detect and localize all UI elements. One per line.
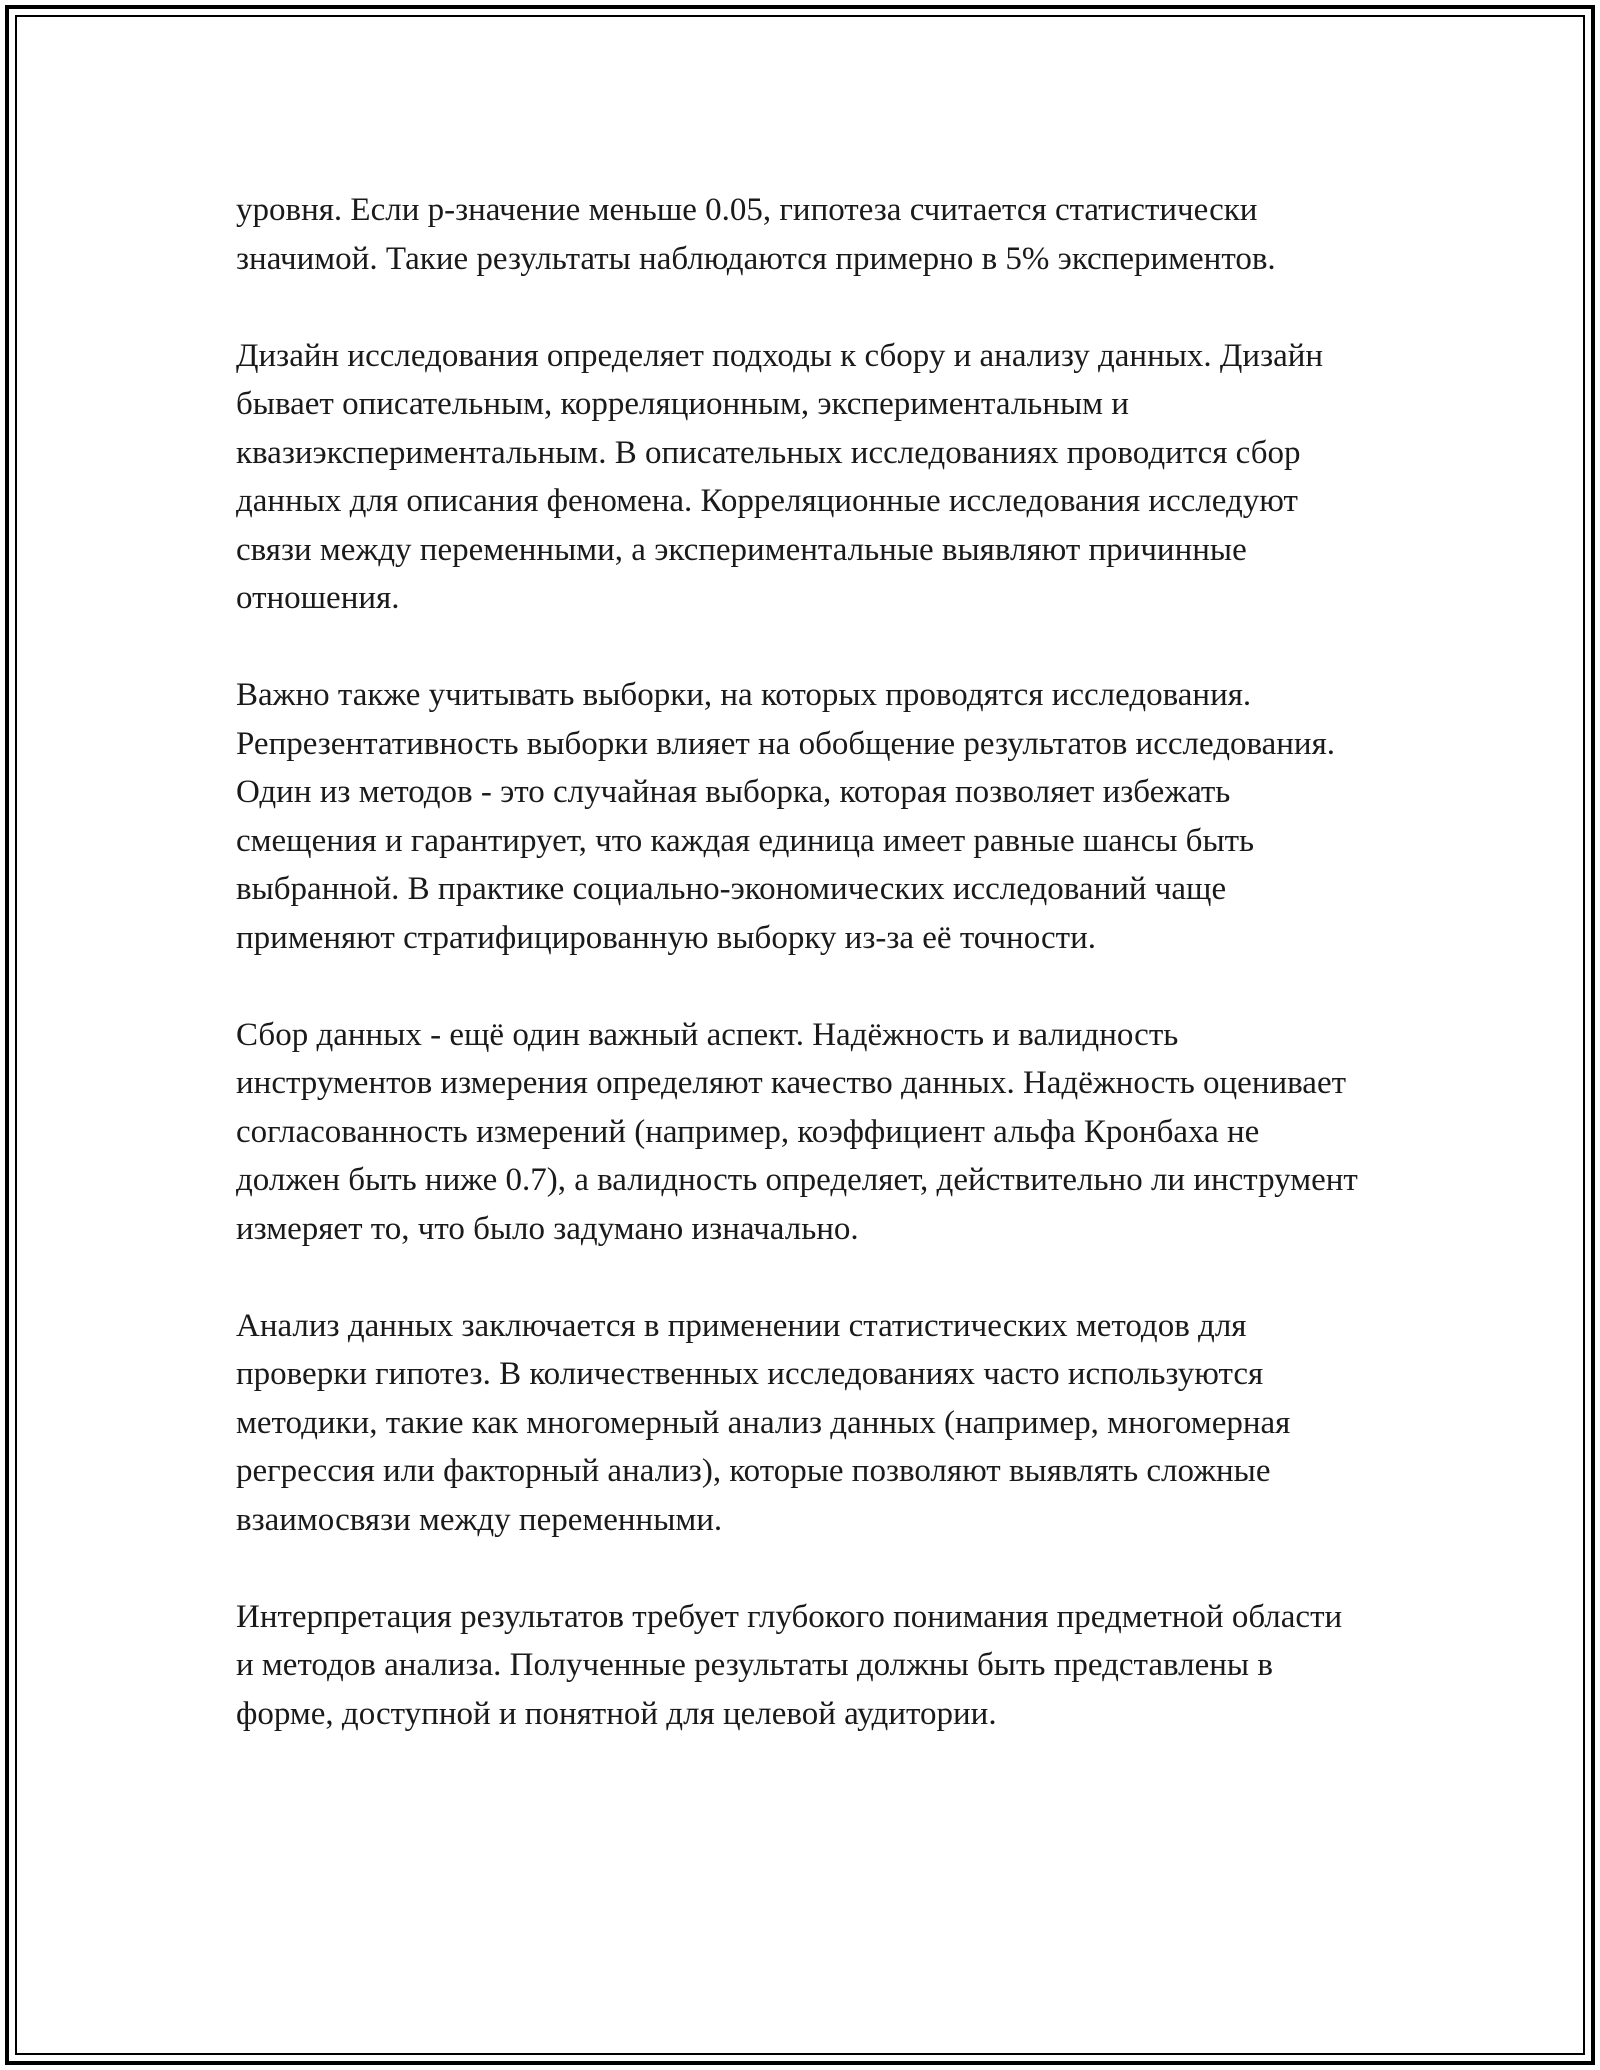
paragraph-research-design: Дизайн исследования определяет подходы к сбору и анализу данных. Дизайн бывает описательным, корреляционным, экспериментальным и квазиэкспериментальным. В описательных исследованиях проводится сбор данных для описания феномена. Корреляционные исследования исследуют связи между переменными, а экспериментальные выявляют причинные отношения.: [236, 337, 1324, 616]
paragraph-interpretation: Интерпретация результатов требует глубокого понимания предметной области и методов анализа. Полученные результаты должны быть представлены в форме, доступной и понятной для целевой аудитории.: [236, 1598, 1343, 1732]
document-body: [236, 186, 1366, 1738]
paragraph-hypothesis-significance: уровня. Если p-значение меньше 0.05, гипотеза считается статистически значимой. Такие результаты наблюдаются примерно в 5% экспериментов.: [236, 192, 1276, 277]
paragraph-data-analysis: Анализ данных заключается в применении статистических методов для проверки гипотез. В количественных исследованиях часто используются методики, такие как многомерный анализ данных (например, многомерная регрессия или факторный анализ), которые позволяют выявлять сложные взаимосвязи между переменными.: [236, 1307, 1291, 1538]
paragraph-data-collection: Сбор данных - ещё один важный аспект. Надёжность и валидность инструментов измерения определяют качество данных. Надёжность оценивает согласованность измерений (например, коэффициент альфа Кронбаха не должен быть ниже 0.7), а валидность определяет, действительно ли инструмент измеряет то, что было задумано изначально.: [236, 1016, 1358, 1247]
paragraph-sampling: Важно также учитывать выборки, на которых проводятся исследования. Репрезентативность выборки влияет на обобщение результатов исследования. Один из методов - это случайная выборка, которая позволяет избежать смещения и гарантирует, что каждая единица имеет равные шансы быть выбранной. В практике социально-экономических исследований чаще применяют стратифицированную выборку из-за её точности.: [236, 677, 1336, 956]
